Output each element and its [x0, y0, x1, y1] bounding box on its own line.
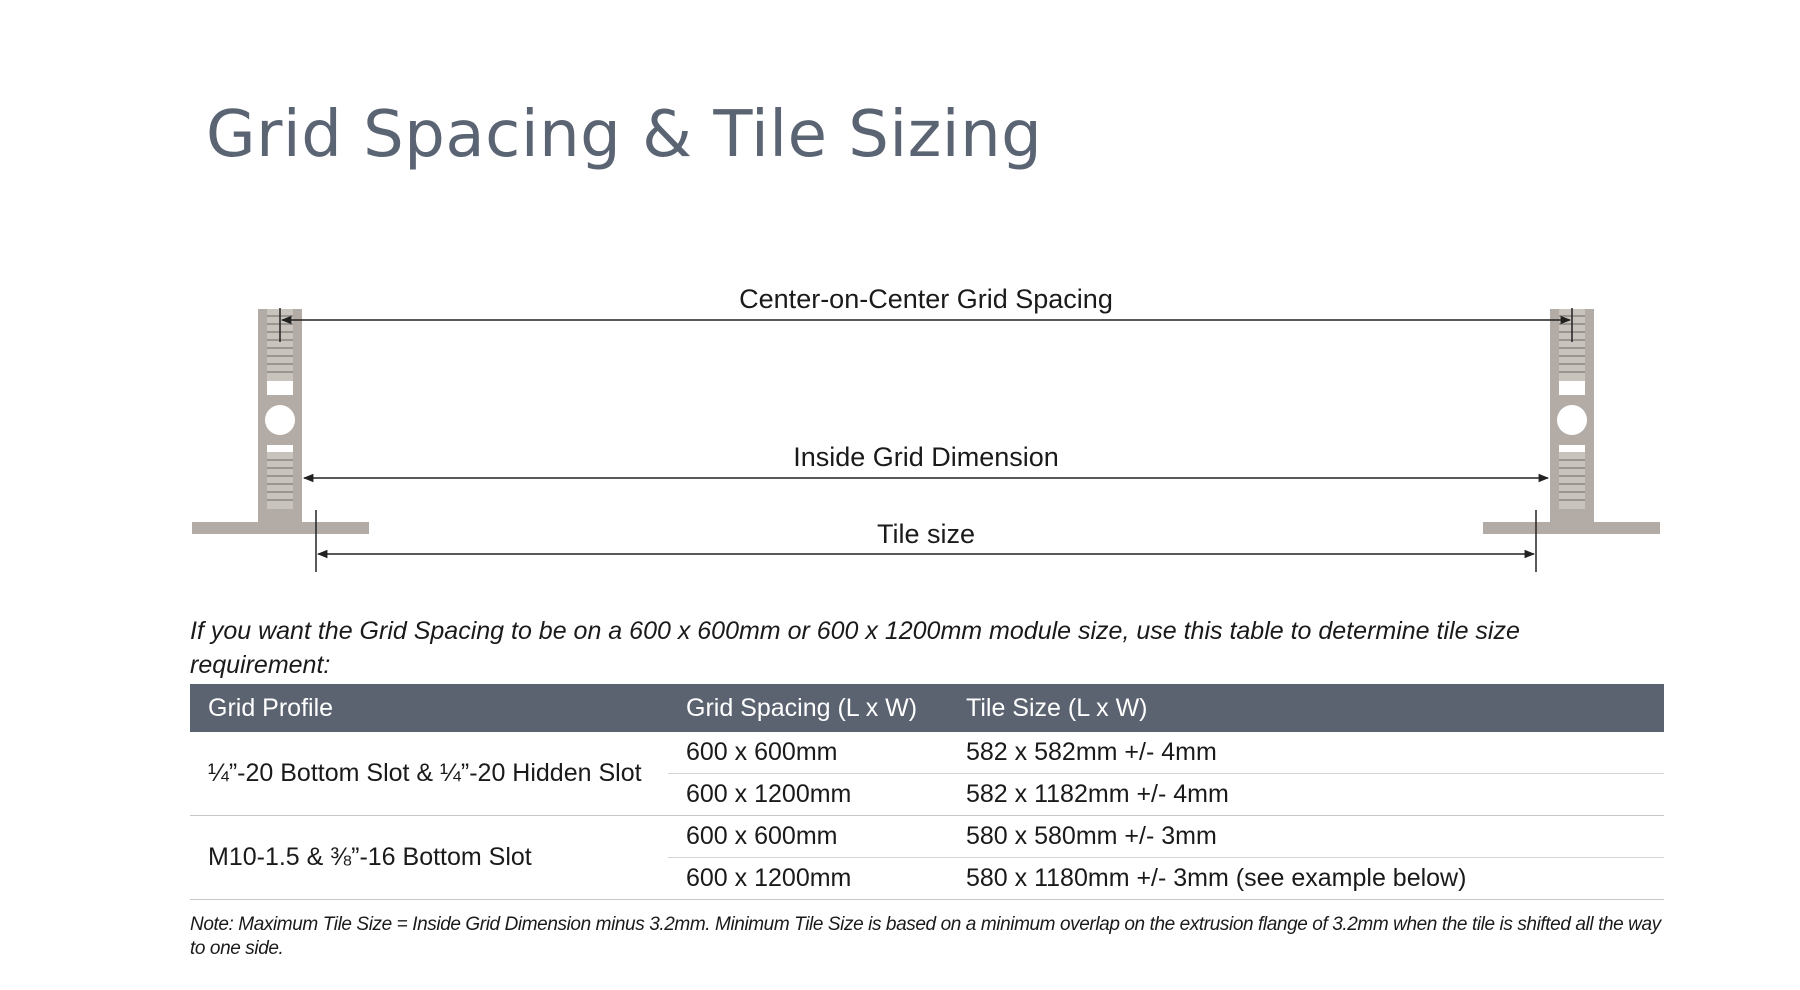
tile-size-table: [190, 684, 1664, 900]
table-row: [190, 732, 1664, 774]
tile-size-label: Tile size: [876, 519, 976, 549]
tile-size-cell: 582 x 1182mm +/- 4mm: [948, 774, 1664, 816]
intro-text: If you want the Grid Spacing to be on a 600 x 600mm or 600 x 1200mm module size, use this table to determine tile size requirement:: [190, 617, 1520, 679]
tile-size-cell: 580 x 580mm +/- 3mm: [948, 816, 1664, 858]
tile-size-dimension: [316, 510, 1536, 572]
tile-size-cell: 580 x 1180mm +/- 3mm (see example below): [948, 858, 1664, 900]
grid-spacing-cell: 600 x 600mm: [668, 816, 948, 858]
inside-dimension-label: Inside Grid Dimension: [793, 442, 1059, 472]
table-header-row: [190, 684, 1664, 732]
header-grid-spacing: Grid Spacing (L x W): [668, 684, 948, 732]
tile-size-cell: 582 x 582mm +/- 4mm: [948, 732, 1664, 774]
center-spacing-dimension: [280, 284, 1572, 342]
inside-dimension: [304, 442, 1548, 478]
grid-spacing-cell: 600 x 1200mm: [668, 774, 948, 816]
grid-spacing-cell: 600 x 1200mm: [668, 858, 948, 900]
header-grid-profile: Grid Profile: [190, 684, 668, 732]
grid-profile-cell: M10-1.5 & ⅜”-16 Bottom Slot: [190, 816, 668, 900]
table-row: [190, 816, 1664, 858]
footnote: Note: Maximum Tile Size = Inside Grid Dimension minus 3.2mm. Minimum Tile Size is based on a minimum overlap on the extrusion flange of 3.2mm when the tile is shifted all the way to one side.: [190, 914, 1661, 959]
left-grid-extrusion: [192, 309, 369, 534]
header-tile-size: Tile Size (L x W): [948, 684, 1664, 732]
center-spacing-label: Center-on-Center Grid Spacing: [739, 284, 1113, 314]
page-title: Grid Spacing & Tile Sizing: [206, 98, 1043, 172]
grid-spacing-cell: 600 x 600mm: [668, 732, 948, 774]
right-grid-extrusion: [1483, 309, 1660, 534]
grid-profile-cell: ¼”-20 Bottom Slot & ¼”-20 Hidden Slot: [190, 732, 668, 816]
